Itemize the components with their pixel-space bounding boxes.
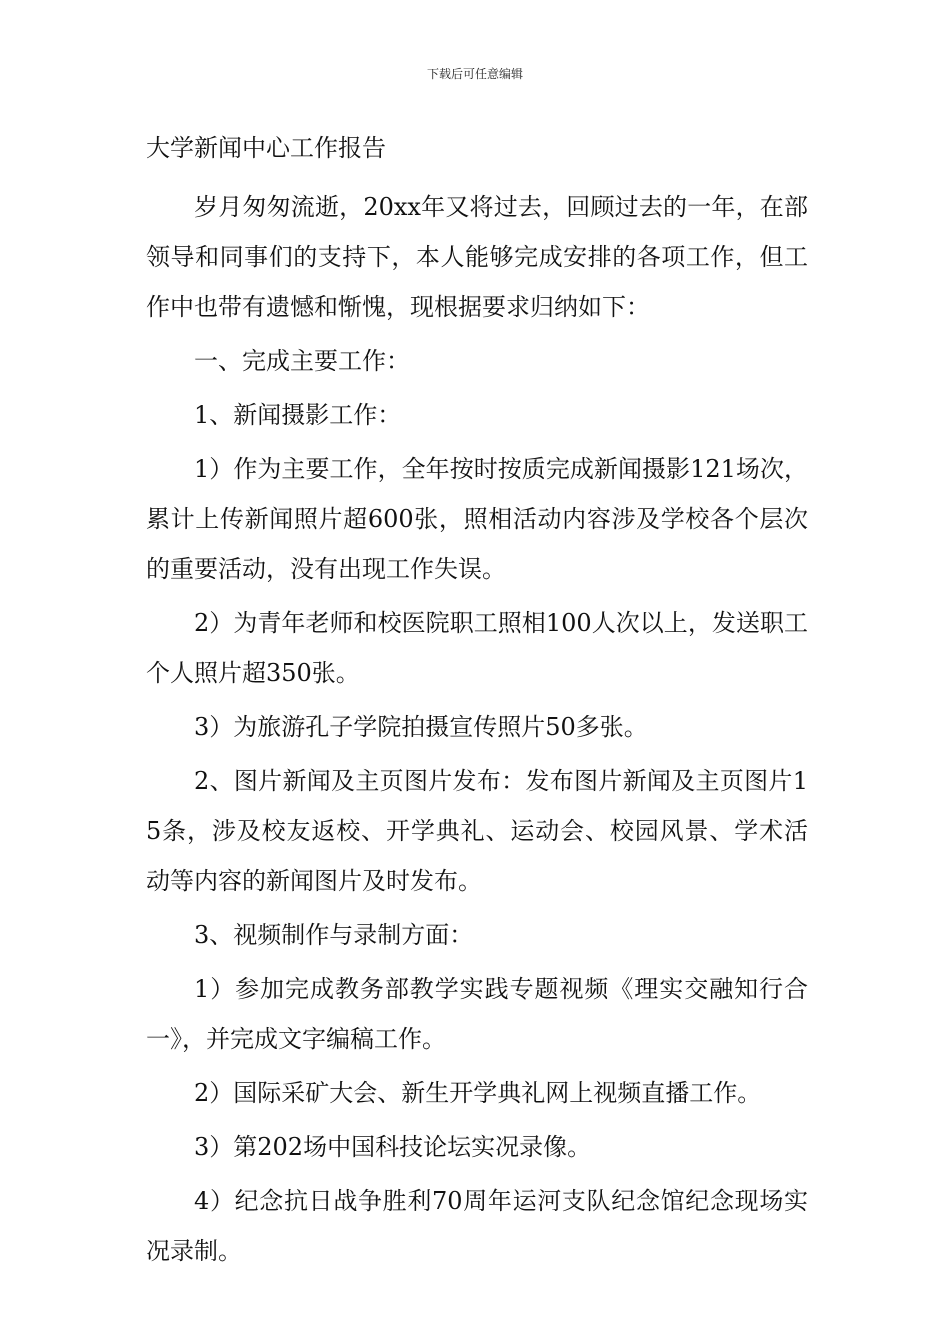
paragraph: 岁月匆匆流逝，20xx年又将过去，回顾过去的一年，在部领导和同事们的支持下，本人能够完成安排的各项工作，但工作中也带有遗憾和惭愧，现根据要求归纳如下： [146,193,808,321]
document-body [146,182,808,1280]
subsection-heading: 1、新闻摄影工作： [194,401,402,429]
paragraph: 1）参加完成教务部教学实践专题视频《理实交融知行合一》，并完成文字编稿工作。 [146,975,808,1053]
paragraph: 2）国际采矿大会、新生开学典礼网上视频直播工作。 [194,1079,762,1107]
header-note: 下载后可任意编辑 [426,67,523,81]
paragraph: 1）作为主要工作，全年按时按质完成新闻摄影121场次，累计上传新闻照片超600张，照相活动内容涉及学校各个层次的重要活动，没有出现工作失误。 [146,455,808,583]
paragraph: 2、图片新闻及主页图片发布：发布图片新闻及主页图片15条，涉及校友返校、开学典礼、运动会、校园风景、学术活动等内容的新闻图片及时发布。 [146,767,808,895]
document-title: 大学新闻中心工作报告 [146,134,386,162]
paragraph: 4）纪念抗日战争胜利70周年运河支队纪念馆纪念现场实况录制。 [146,1187,808,1265]
subsection-heading: 3、视频制作与录制方面： [194,921,474,949]
paragraph: 3）为旅游孔子学院拍摄宣传照片50多张。 [194,713,648,741]
section-heading: 一、完成主要工作： [194,347,410,375]
paragraph: 3）第202场中国科技论坛实况录像。 [194,1133,592,1161]
paragraph: 2）为青年老师和校医院职工照相100人次以上，发送职工个人照片超350张。 [146,609,808,687]
